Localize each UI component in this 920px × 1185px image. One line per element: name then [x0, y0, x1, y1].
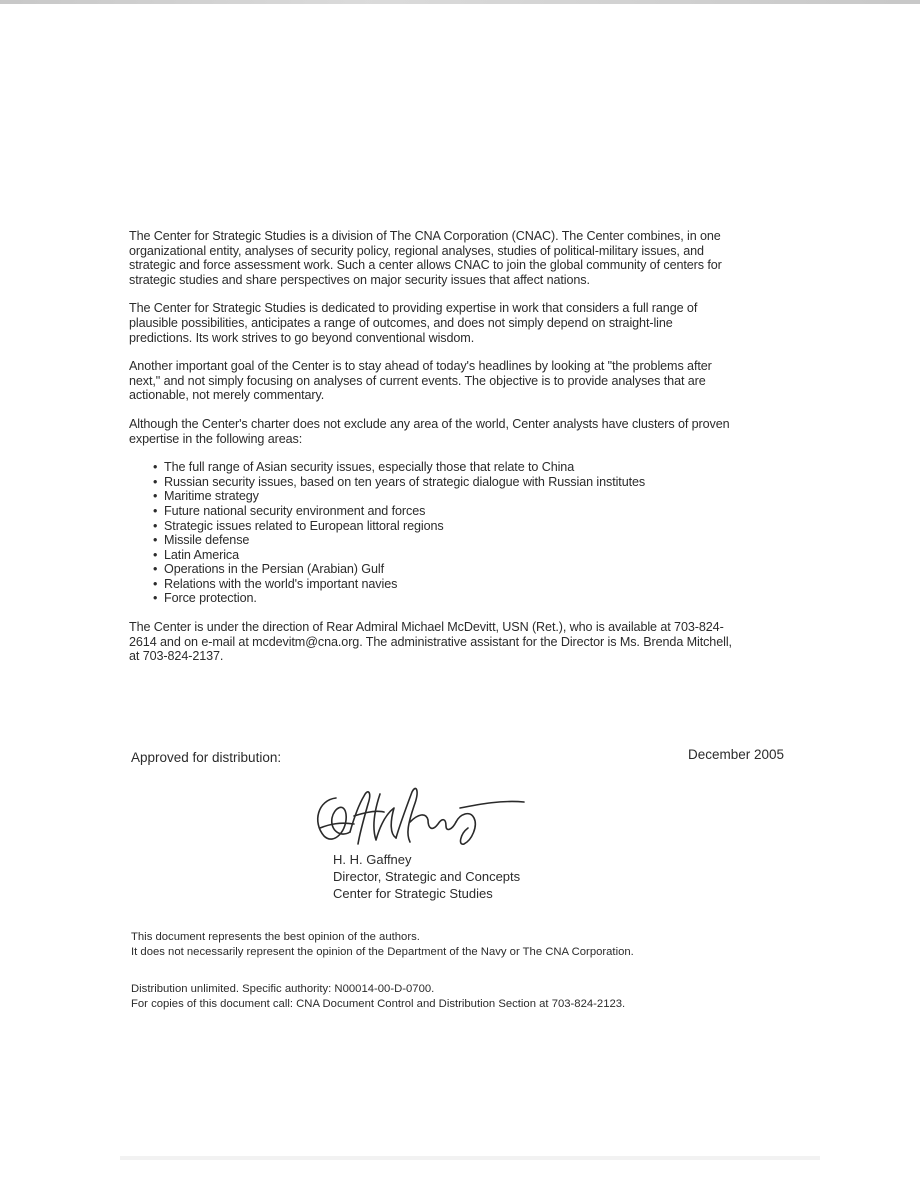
bullet-icon: • — [153, 576, 158, 591]
list-item: • Maritime strategy — [153, 489, 259, 504]
list-item: • Future national security environment and forces — [153, 503, 426, 518]
intro-paragraph: The Center for Strategic Studies is a division of The CNA Corporation (CNAC). The Center combines, in one organizational entity, analyses of security policy, regional analyses, studies of political-military issues, and strategic and force assessment work. Such a center allows CNAC to join the global community of centers for strategic studies and share perspectives on major security issues that affect nations. — [129, 229, 722, 287]
distribution-line-2: For copies of this document call: CNA Document Control and Distribution Section at 703-824-2123. — [131, 997, 626, 1010]
direction-paragraph: The Center is under the direction of Rear Admiral Michael McDevitt, USN (Ret.), who is available at 703-824-2614 and on e-mail at mcdevitm@cna.org. The administrative assistant for the Director is Ms. Brenda Mitchell, at 703-824-2137. — [129, 620, 732, 664]
list-item: • Missile defense — [153, 533, 250, 548]
list-item: • Russian security issues, based on ten years of strategic dialogue with Russian institutes — [153, 474, 646, 489]
scan-edge-bottom — [120, 1156, 820, 1160]
signer-name: H. H. Gaffney — [333, 852, 412, 867]
bullet-icon: • — [153, 562, 158, 577]
signer-organization: Center for Strategic Studies — [333, 886, 493, 901]
list-item: • Relations with the world's important navies — [153, 576, 398, 591]
disclaimer-line-1: This document represents the best opinion of the authors. — [131, 931, 420, 943]
charter-paragraph: Although the Center's charter does not exclude any area of the world, Center analysts have clusters of proven expertise in the following areas: — [129, 416, 730, 446]
list-item: • Strategic issues related to European littoral regions — [153, 518, 444, 533]
disclaimer-line-2: It does not necessarily represent the opinion of the Department of the Navy or The CNA Corporation. — [131, 945, 634, 958]
body-text — [129, 229, 739, 678]
bullet-icon: • — [153, 547, 158, 562]
scan-edge-top — [0, 0, 920, 4]
signer-title: Director, Strategic and Concepts — [333, 869, 521, 884]
list-item: • Force protection. — [153, 591, 257, 606]
bullet-icon: • — [153, 591, 158, 606]
list-item: • Latin America — [153, 547, 240, 562]
approval-date: December 2005 — [688, 747, 785, 762]
expertise-areas-list — [153, 460, 739, 606]
signature-image — [310, 778, 530, 858]
bullet-icon: • — [153, 489, 158, 504]
signer-block — [333, 851, 520, 902]
expertise-paragraph: The Center for Strategic Studies is dedicated to providing expertise in work that considers a full range of plausible possibilities, anticipates a range of outcomes, and does not simply depend on straight-line predictions. Its work strives to go beyond conventional wisdom. — [129, 301, 698, 345]
disclaimer — [131, 930, 634, 959]
bullet-icon: • — [153, 518, 158, 533]
bullet-icon: • — [153, 460, 158, 475]
goal-paragraph: Another important goal of the Center is to stay ahead of today's headlines by looking at "the problems after next," and not simply focusing on analyses of current events. The objective is to provide analyses that are actionable, not merely commentary. — [129, 359, 712, 403]
distribution-line-1: Distribution unlimited. Specific authority: N00014-00-D-0700. — [131, 983, 435, 995]
list-item: • Operations in the Persian (Arabian) Gulf — [153, 562, 385, 577]
bullet-icon: • — [153, 533, 158, 548]
list-item: • The full range of Asian security issues, especially those that relate to China — [153, 460, 575, 475]
bullet-icon: • — [153, 474, 158, 489]
approved-label: Approved for distribution: — [131, 750, 282, 765]
bullet-icon: • — [153, 503, 158, 518]
distribution-statement — [131, 982, 625, 1011]
